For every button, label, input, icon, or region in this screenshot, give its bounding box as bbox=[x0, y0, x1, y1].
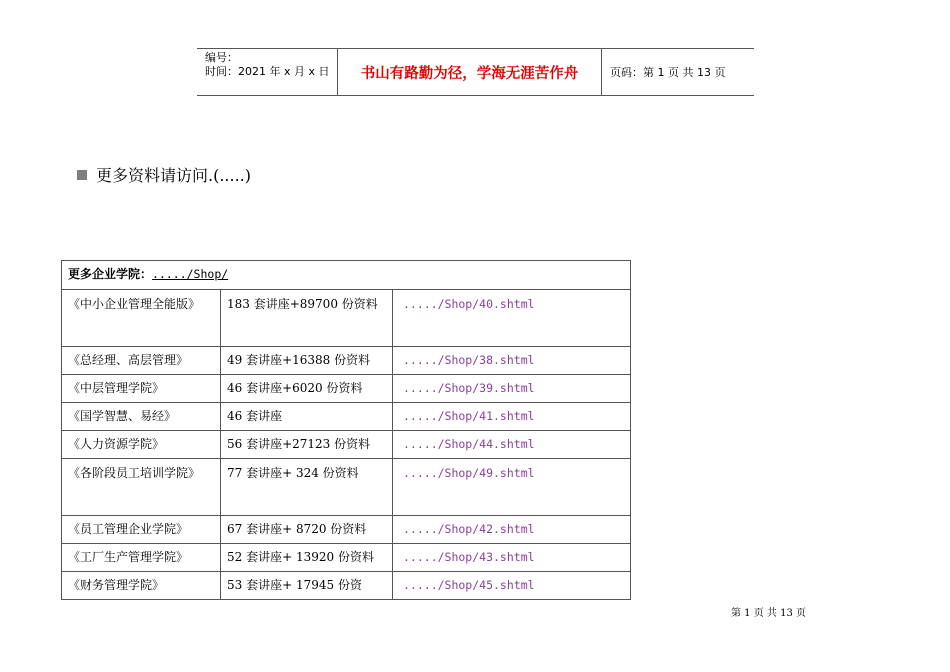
course-name: 《员工管理企业学院》 bbox=[62, 516, 221, 544]
table-row bbox=[62, 544, 631, 572]
course-link[interactable]: ...../Shop/40.shtml bbox=[403, 297, 535, 311]
course-name: 《国学智慧、易经》 bbox=[62, 403, 221, 431]
course-name: 《各阶段员工培训学院》 bbox=[62, 459, 221, 516]
table-row bbox=[62, 347, 631, 375]
course-link-cell bbox=[393, 290, 631, 347]
notice-text: 更多资料请访问.(.....) bbox=[96, 166, 252, 185]
course-link-cell bbox=[393, 375, 631, 403]
course-link[interactable]: ...../Shop/45.shtml bbox=[403, 578, 535, 592]
square-bullet-icon bbox=[77, 170, 87, 180]
course-name: 《中层管理学院》 bbox=[62, 375, 221, 403]
course-name: 《工厂生产管理学院》 bbox=[62, 544, 221, 572]
header-motto: 书山有路勤为径，学海无涯苦作舟 bbox=[338, 49, 602, 95]
table-row bbox=[62, 290, 631, 347]
header-meta bbox=[197, 49, 338, 95]
course-link[interactable]: ...../Shop/39.shtml bbox=[403, 381, 535, 395]
course-desc: 52 套讲座+ 13920 份资料 bbox=[221, 544, 393, 572]
table-title: 更多企业学院： bbox=[68, 267, 153, 281]
course-name: 《人力资源学院》 bbox=[62, 431, 221, 459]
number-label: 编号： bbox=[205, 51, 238, 64]
table-row bbox=[62, 431, 631, 459]
course-table bbox=[61, 260, 631, 600]
course-link[interactable]: ...../Shop/49.shtml bbox=[403, 466, 535, 480]
table-row bbox=[62, 516, 631, 544]
table-row bbox=[62, 375, 631, 403]
course-link[interactable]: ...../Shop/44.shtml bbox=[403, 437, 535, 451]
course-name: 《中小企业管理全能版》 bbox=[62, 290, 221, 347]
course-link[interactable]: ...../Shop/43.shtml bbox=[403, 550, 535, 564]
course-link-cell bbox=[393, 459, 631, 516]
table-title-cell bbox=[62, 261, 631, 290]
table-row bbox=[62, 403, 631, 431]
course-link-cell bbox=[393, 431, 631, 459]
course-desc: 53 套讲座+ 17945 份资 bbox=[221, 572, 393, 600]
page-footer: 第 1 页 共 13 页 bbox=[731, 608, 806, 619]
time-label: 时间：2021 年 x 月 x 日 bbox=[205, 65, 330, 78]
course-desc: 46 套讲座 bbox=[221, 403, 393, 431]
document-header bbox=[197, 48, 754, 96]
course-link[interactable]: ...../Shop/41.shtml bbox=[403, 409, 535, 423]
course-link[interactable]: ...../Shop/42.shtml bbox=[403, 522, 535, 536]
course-link-cell bbox=[393, 347, 631, 375]
header-page-info: 页码：第 1 页 共 13 页 bbox=[610, 66, 726, 79]
course-name: 《总经理、高层管理》 bbox=[62, 347, 221, 375]
table-row bbox=[62, 572, 631, 600]
shop-link[interactable]: ...../Shop/ bbox=[152, 267, 229, 281]
course-link[interactable]: ...../Shop/38.shtml bbox=[403, 353, 535, 367]
notice-line bbox=[77, 163, 251, 186]
table-row bbox=[62, 459, 631, 516]
course-link-cell bbox=[393, 572, 631, 600]
course-link-cell bbox=[393, 544, 631, 572]
course-desc: 77 套讲座+ 324 份资料 bbox=[221, 459, 393, 516]
course-link-cell bbox=[393, 516, 631, 544]
course-name: 《财务管理学院》 bbox=[62, 572, 221, 600]
course-desc: 56 套讲座+27123 份资料 bbox=[221, 431, 393, 459]
course-desc: 49 套讲座+16388 份资料 bbox=[221, 347, 393, 375]
course-desc: 183 套讲座+89700 份资料 bbox=[221, 290, 393, 347]
course-desc: 46 套讲座+6020 份资料 bbox=[221, 375, 393, 403]
course-link-cell bbox=[393, 403, 631, 431]
course-desc: 67 套讲座+ 8720 份资料 bbox=[221, 516, 393, 544]
